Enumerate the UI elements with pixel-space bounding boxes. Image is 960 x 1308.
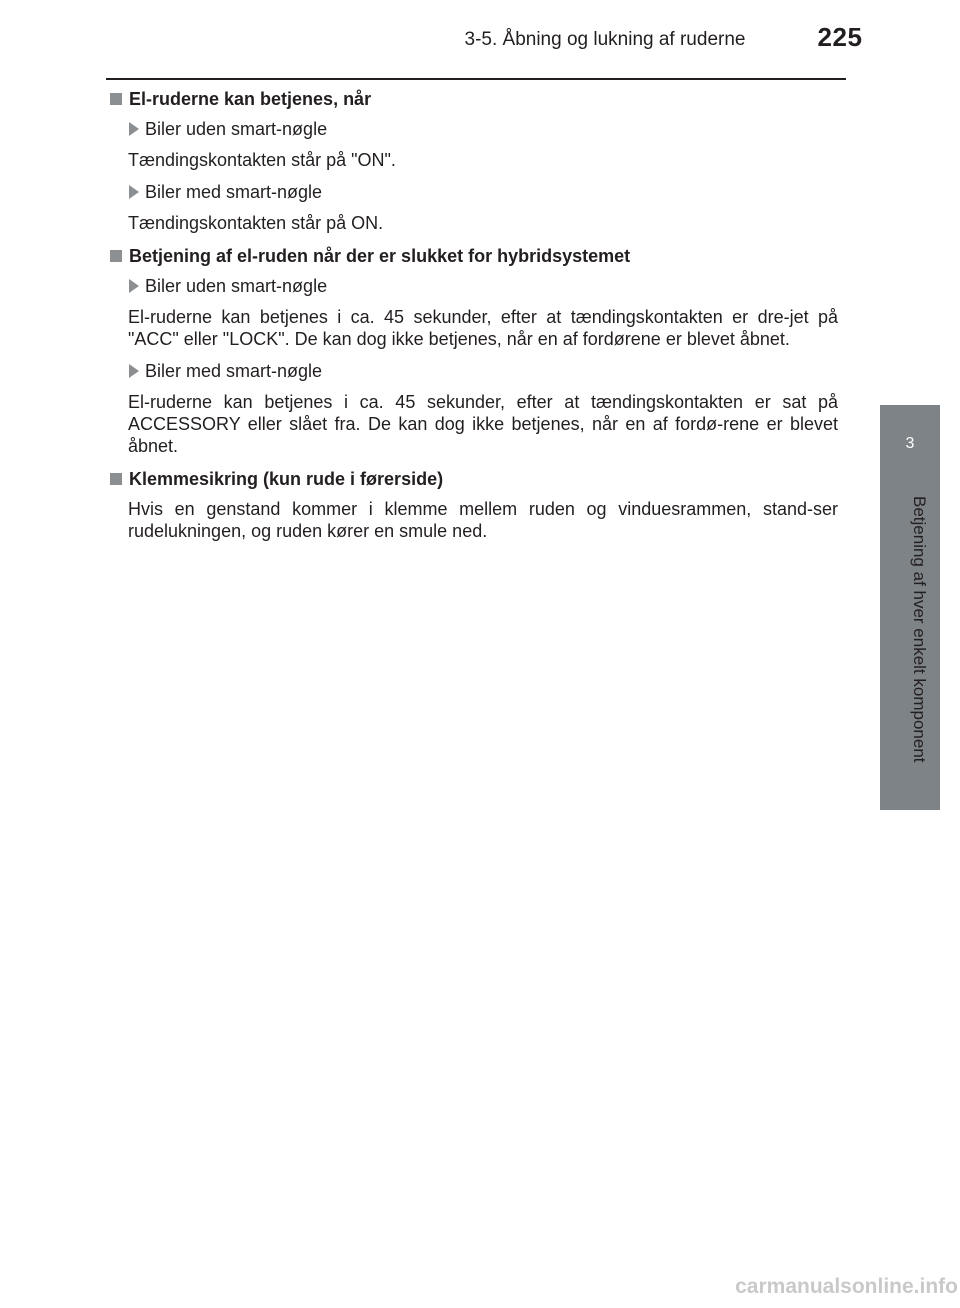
paragraph: El-ruderne kan betjenes i ca. 45 sekunder, efter at tændingskontakten er sat på ACCESSORY eller slået fra. De kan dog ikke betjenes, når en af fordø-rene er blevet åbnet. <box>128 392 838 456</box>
header-rule <box>106 78 846 80</box>
watermark: carmanualsonline.info <box>735 1275 958 1298</box>
triangle-bullet-icon <box>129 364 139 378</box>
paragraph: Tændingskontakten står på ON. <box>128 213 384 233</box>
square-bullet-icon <box>110 250 122 262</box>
chapter-title: Betjening af hver enkelt komponent <box>910 496 929 763</box>
page-content <box>108 88 838 552</box>
triangle-bullet-icon <box>129 279 139 293</box>
triangle-bullet-icon <box>129 185 139 199</box>
paragraph: Hvis en genstand kommer i klemme mellem ruden og vinduesrammen, stand-ser rudelukningen, og ruden kører en smule ned. <box>128 499 838 541</box>
sub-heading: Biler uden smart-nøgle <box>108 118 838 140</box>
paragraph: El-ruderne kan betjenes i ca. 45 sekunder, efter at tændingskontakten er dre-jet på "ACC" eller "LOCK". De kan dog ikke betjenes, når en af fordørene er blevet åbnet. <box>128 307 838 349</box>
sub-heading: Biler med smart-nøgle <box>108 360 838 382</box>
sub-heading: Biler uden smart-nøgle <box>108 275 838 297</box>
page-header <box>0 0 960 80</box>
section-heading: El-ruderne kan betjenes, når <box>108 88 838 110</box>
section-heading: Betjening af el-ruden når der er slukket for hybridsystemet <box>108 245 838 267</box>
paragraph: Tændingskontakten står på "ON". <box>128 150 396 170</box>
page-number: 225 <box>817 22 863 52</box>
chapter-tab <box>880 405 940 482</box>
section-title: 3-5. Åbning og lukning af ruderne <box>464 29 746 50</box>
sub-heading: Biler med smart-nøgle <box>108 181 838 203</box>
chapter-number: 3 <box>905 435 915 452</box>
section-heading: Klemmesikring (kun rude i førerside) <box>108 468 838 490</box>
square-bullet-icon <box>110 473 122 485</box>
square-bullet-icon <box>110 93 122 105</box>
triangle-bullet-icon <box>129 122 139 136</box>
